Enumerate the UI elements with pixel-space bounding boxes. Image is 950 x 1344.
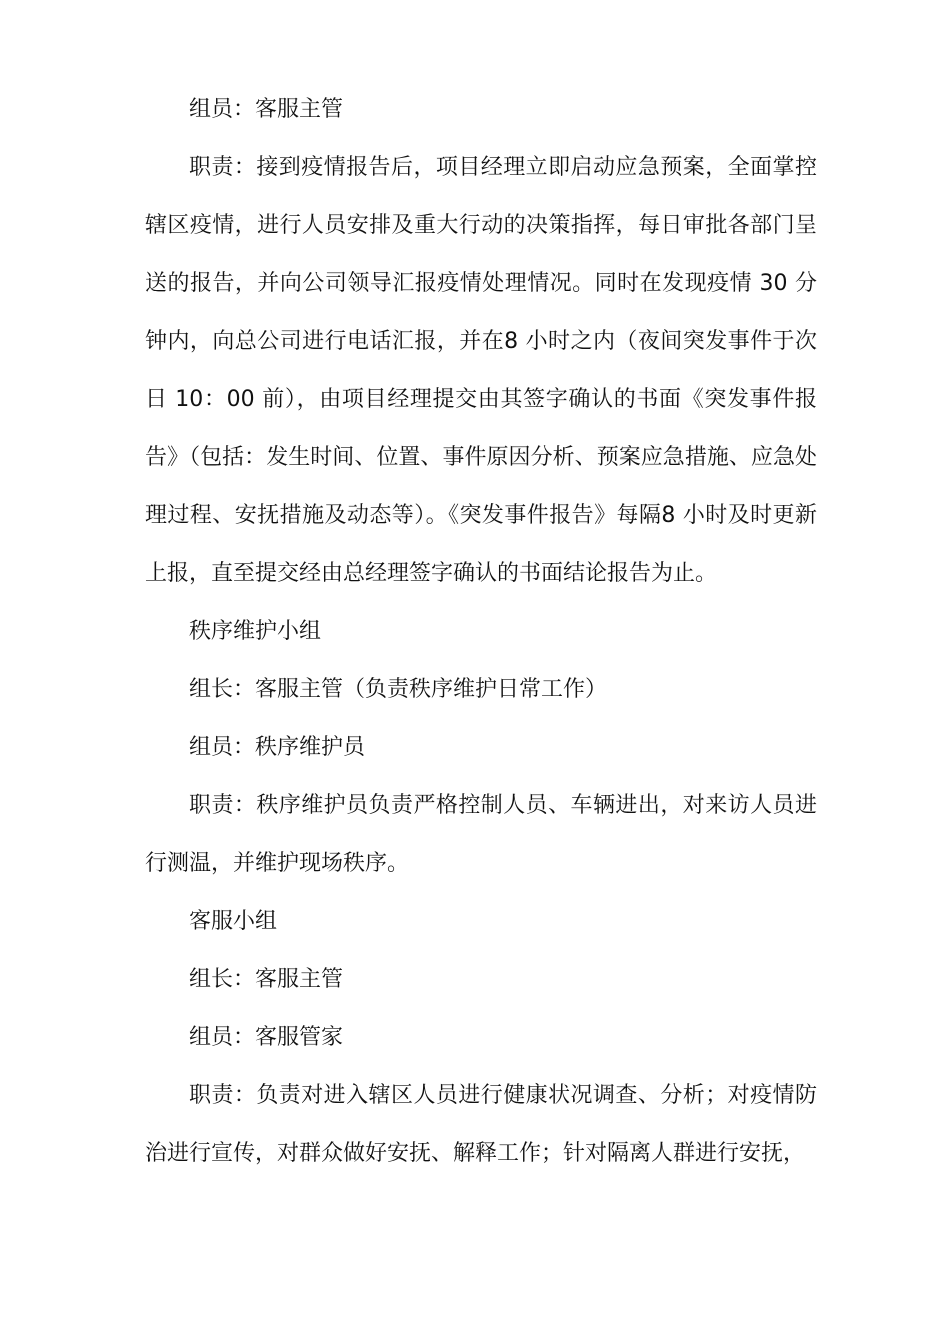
paragraph-service-team-duties: 职责：负责对进入辖区人员进行健康状况调查、分析；对疫情防治进行宣传，对群众做好安抚、解释工作；针对隔离人群进行安抚，	[145, 1083, 817, 1166]
paragraph-order-team-members: 组员：秩序维护员	[189, 735, 366, 760]
paragraph-order-team-leader: 组长：客服主管（负责秩序维护日常工作）	[189, 677, 608, 702]
section-heading-service-team: 客服小组	[189, 909, 278, 934]
document-body	[145, 81, 817, 1183]
paragraph-service-team-leader: 组长：客服主管	[189, 967, 344, 992]
paragraph-service-team-members: 组员：客服管家	[189, 1025, 344, 1050]
paragraph-order-team-duties: 职责：秩序维护员负责严格控制人员、车辆进出，对来访人员进行测温，并维护现场秩序。	[145, 793, 817, 876]
paragraph-team-members: 组员：客服主管	[189, 97, 344, 122]
paragraph-duties: 职责：接到疫情报告后，项目经理立即启动应急预案，全面掌控辖区疫情，进行人员安排及重大行动的决策指挥，每日审批各部门呈送的报告，并向公司领导汇报疫情处理情况。同时在发现疫情 30 分钟内，向总公司进行电话汇报，并在8 小时之内（夜间突发事件于次日 10：00 前），由项目经理提交由其签字确认的书面《突发事件报告》（包括：发生时间、位置、事件原因分析、预案应急措施、应急处理过程、安抚措施及动态等）。《突发事件报告》每隔8 小时及时更新上报，直至提交经由总经理签字确认的书面结论报告为止。	[145, 155, 817, 586]
section-heading-order-team: 秩序维护小组	[189, 619, 322, 644]
